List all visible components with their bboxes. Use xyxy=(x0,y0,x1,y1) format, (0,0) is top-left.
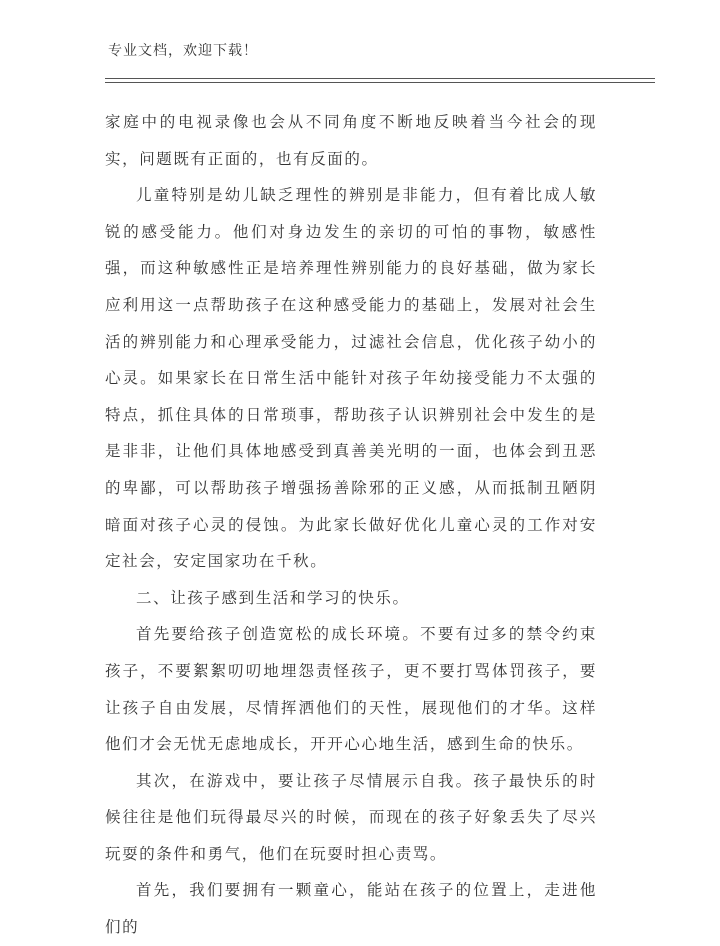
page-header: 专业文档，欢迎下载！ xyxy=(108,43,258,59)
section-heading: 二、让孩子感到生活和学习的快乐。 xyxy=(136,588,410,607)
header-divider-bottom xyxy=(105,82,655,83)
paragraph: 首先，我们要拥有一颗童心，能站在孩子的位置上，走进他们的 xyxy=(105,881,597,937)
paragraph: 其次，在游戏中，要让孩子尽情展示自我。孩子最快乐的时候往往是他们玩得最尽兴的时候，而现在的孩子好象丢失了尽兴玩耍的条件和勇气，他们在玩耍时担心责骂。 xyxy=(105,771,597,863)
header-divider-top xyxy=(105,78,655,79)
paragraph: 家庭中的电视录像也会从不同角度不断地反映着当今社会的现实，问题既有正面的，也有反面的。 xyxy=(105,113,597,168)
paragraph: 儿童特别是幼儿缺乏理性的辨别是非能力，但有着比成人敏锐的感受能力。他们对身边发生的亲切的可怕的事物，敏感性强，而这种敏感性正是培养理性辨别能力的良好基础，做为家长应利用这一点帮助孩子在这种感受能力的基础上，发展对社会生活的辨别能力和心理承受能力，过滤社会信息，优化孩子幼小的心灵。如果家长在日常生活中能针对孩子年幼接受能力不太强的特点，抓住具体的日常琐事，帮助孩子认识辨别社会中发生的是是非非，让他们具体地感受到真善美光明的一面，也体会到丑恶的卑鄙，可以帮助孩子增强扬善除邪的正义感，从而抵制丑陋阴暗面对孩子心灵的侵蚀。为此家长做好优化儿童心灵的工作对安定社会，安定国家功在千秋。 xyxy=(105,186,597,571)
paragraph: 首先要给孩子创造宽松的成长环境。不要有过多的禁令约束孩子，不要絮絮叨叨地埋怨责怪孩子，更不要打骂体罚孩子，要让孩子自由发展，尽情挥洒他们的天性，展现他们的才华。这样他们才会无忧无虑地成长，开开心心地生活，感到生命的快乐。 xyxy=(105,625,597,754)
document-body xyxy=(105,104,597,946)
